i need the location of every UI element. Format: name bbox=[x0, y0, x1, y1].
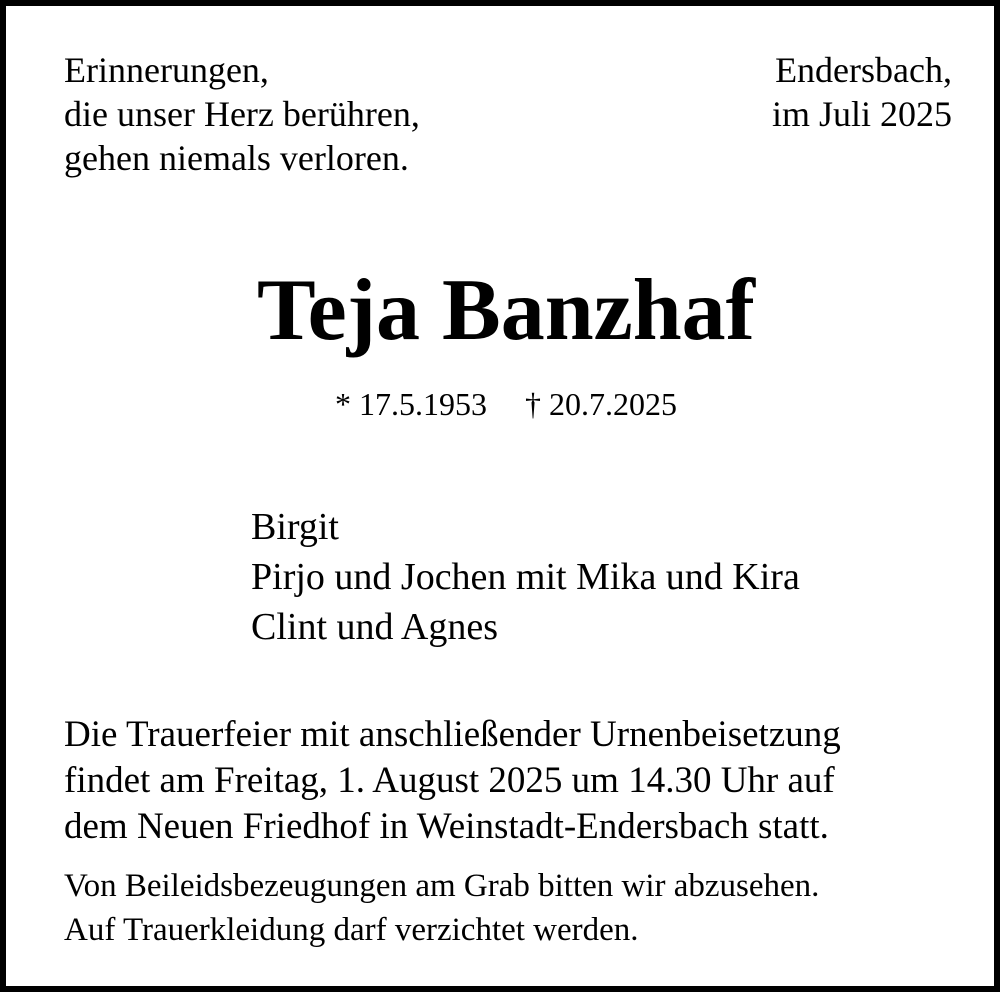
place: Endersbach, bbox=[775, 50, 952, 90]
closing-notes bbox=[64, 864, 819, 952]
memorial-quote bbox=[64, 48, 420, 180]
quote-line-3: gehen niemals verloren. bbox=[64, 138, 409, 178]
note-line-1: Von Beileidsbezeugungen am Grab bitten wir abzusehen. bbox=[64, 868, 820, 904]
quote-line-1: Erinnerungen, bbox=[64, 50, 269, 90]
service-line-1: Die Trauerfeier mit anschließender Urnenbeisetzung bbox=[64, 714, 841, 755]
funeral-service-info bbox=[64, 712, 841, 850]
death-date: † 20.7.2025 bbox=[525, 386, 677, 422]
mourner-line-2: Pirjo und Jochen mit Mika und Kira bbox=[251, 556, 800, 598]
mourner-line-1: Birgit bbox=[251, 506, 339, 548]
service-line-3: dem Neuen Friedhof in Weinstadt-Endersbach statt. bbox=[64, 806, 829, 847]
note-line-2: Auf Trauerkleidung darf verzichtet werden. bbox=[64, 912, 639, 948]
mourner-line-3: Clint und Agnes bbox=[251, 606, 499, 648]
birth-date: * 17.5.1953 bbox=[335, 386, 487, 422]
deceased-name: Teja Banzhaf bbox=[257, 262, 755, 359]
quote-line-2: die unser Herz berühren, bbox=[64, 94, 420, 134]
mourners-list bbox=[251, 502, 800, 652]
place-and-date bbox=[772, 48, 952, 136]
service-line-2: findet am Freitag, 1. August 2025 um 14.30 Uhr auf bbox=[64, 760, 835, 801]
life-dates bbox=[6, 384, 1000, 424]
date: im Juli 2025 bbox=[771, 94, 952, 134]
